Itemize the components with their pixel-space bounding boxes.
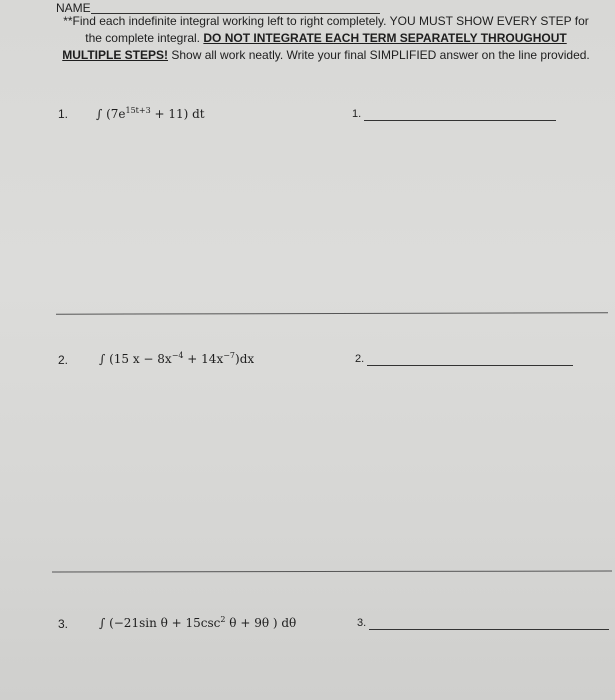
problem-2-exponent-a: −4	[171, 351, 184, 360]
problem-3-integral-post: θ + 9θ ) dθ	[225, 616, 297, 630]
divider-1	[56, 312, 608, 314]
problem-3-number: 3.	[58, 617, 69, 631]
instructions-bold: DO NOT INTEGRATE EACH TERM SEPARATELY THROUGHOUT MULTIPLE STEPS!	[62, 31, 567, 62]
problem-1-number: 1.	[58, 107, 69, 121]
answer-3-label: 3.	[357, 617, 367, 629]
problem-1-integral	[96, 106, 205, 121]
problem-2-integral	[99, 351, 254, 366]
name-label: NAME	[56, 1, 91, 15]
answer-2-line[interactable]	[367, 365, 573, 366]
problem-2-integral-post: )dx	[235, 352, 255, 366]
problem-1-integral-pre: ∫ (7e	[96, 107, 126, 121]
problem-3-integral-pre: ∫ (−21sin θ + 15csc	[99, 616, 221, 630]
answer-2-label: 2.	[355, 353, 365, 365]
problem-2-integral-pre: ∫ (15 x − 8x	[99, 352, 172, 366]
problem-1-integral-post: + 11) dt	[150, 107, 205, 121]
instructions-text-2: Show all work neatly. Write your final SIMPLIFIED answer on the line provided.	[168, 48, 590, 62]
divider-2	[52, 571, 612, 573]
problem-1-exponent: 15t+3	[125, 106, 151, 115]
instructions	[56, 13, 596, 64]
problem-2-integral-mid: + 14x	[183, 352, 224, 366]
answer-1-label: 1.	[352, 108, 362, 120]
answer-3-line[interactable]	[369, 629, 609, 630]
problem-3-integral	[99, 615, 296, 630]
problem-2-number: 2.	[58, 353, 69, 367]
problem-3-exponent: 2	[220, 615, 226, 624]
instructions-text-1: **Find each indefinite integral working left to right completely. YOU MUST SHOW EVERY STEP for the complete integral.	[63, 14, 589, 45]
problem-2-exponent-b: −7	[223, 351, 236, 360]
answer-1-line[interactable]	[364, 120, 556, 121]
